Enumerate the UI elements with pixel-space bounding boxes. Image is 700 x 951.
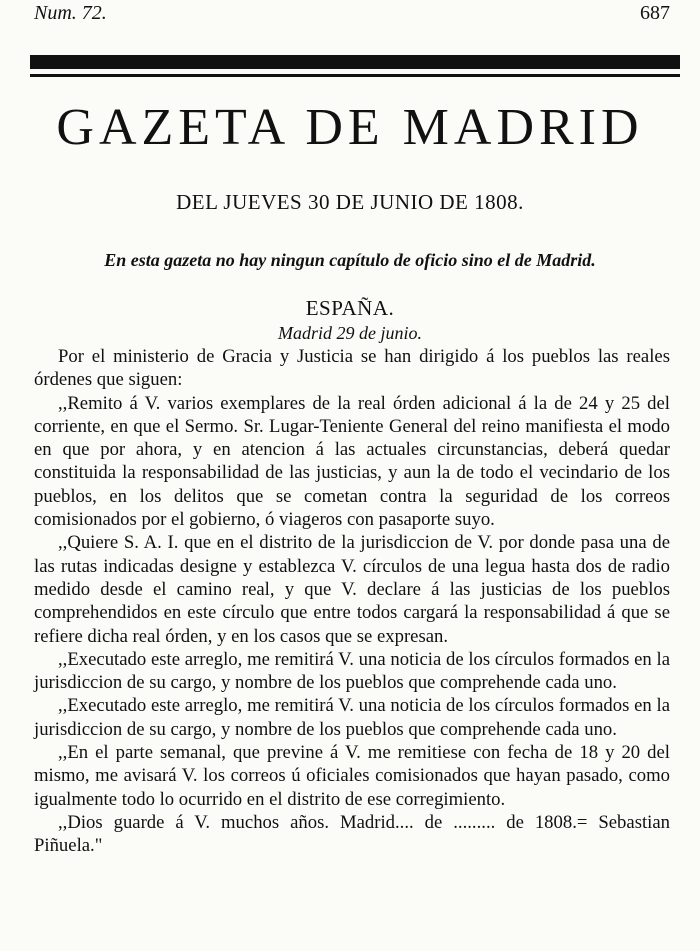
article-body (34, 345, 670, 858)
section-title: ESPAÑA. (305, 296, 395, 320)
masthead-rule-thick (30, 55, 680, 69)
paragraph: ,,Executado este arreglo, me remitirá V. una noticia de los círculos formados en la jurisdiccion de su cargo, y nombre de los pueblos que comprehende cada uno. (34, 648, 670, 694)
paragraph: ,,Executado este arreglo, me remitirá V. una noticia de los círculos formados en la jurisdiccion de su cargo, y nombre de los pueblos que comprehende cada uno. (34, 695, 670, 740)
paragraph-intro: Por el ministerio de Gracia y Justicia se han dirigido á los pueblos las reales órdenes que siguen: (34, 346, 670, 391)
page-number: 687 (640, 2, 670, 24)
paragraph: ,,En el parte semanal, que previne á V. me remitiese con fecha de 18 y 20 del mismo, me avisará V. los correos ú oficiales comisionados que hayan pasado, como igualmente todo lo ocurrido en el distrito de ese corregimiento. (34, 742, 670, 810)
dateline: DEL JUEVES 30 DE JUNIO DE 1808. (176, 190, 524, 214)
paragraph: ,,Quiere S. A. I. que en el distrito de la jurisdiccion de V. por donde pasa una de las rutas indicadas designe y establezca V. círculos de una legua hasta dos de radio medido desde el camino real, y que V. declare á las justicias de los pueblos comprehendidos en este círculo que entre todos cargará la responsabilidad á que se refiere dicha real órden, y en los casos que se expresan. (34, 532, 670, 647)
paragraph: ,,Remito á V. varios exemplares de la real órden adicional á la de 24 y 25 del corriente, en que el Sermo. Sr. Lugar-Teniente General del reino manifiesta el modo en que por ahora, y en atencion á las actuales circunstancias, deberá quedar constituida la responsabilidad de las justicias, y aun la de todo el vecindario de los pueblos, en los delitos que se cometan contra la seguridad de los correos comisionados por el gobierno, ó viageros con pasaporte suyo. (34, 392, 670, 531)
masthead-rule-thin (30, 74, 680, 77)
page-header (34, 2, 670, 28)
issue-number: Num. 72. (34, 2, 107, 24)
placeline: Madrid 29 de junio. (278, 323, 422, 343)
masthead-title: GAZETA DE MADRID (56, 99, 644, 156)
paragraph-closing: ,,Dios guarde á V. muchos años. Madrid.... de ......... de 1808.= Sebastian Piñuela." (34, 811, 670, 857)
official-notice: En esta gazeta no hay ningun capítulo de oficio sino el de Madrid. (104, 250, 596, 270)
